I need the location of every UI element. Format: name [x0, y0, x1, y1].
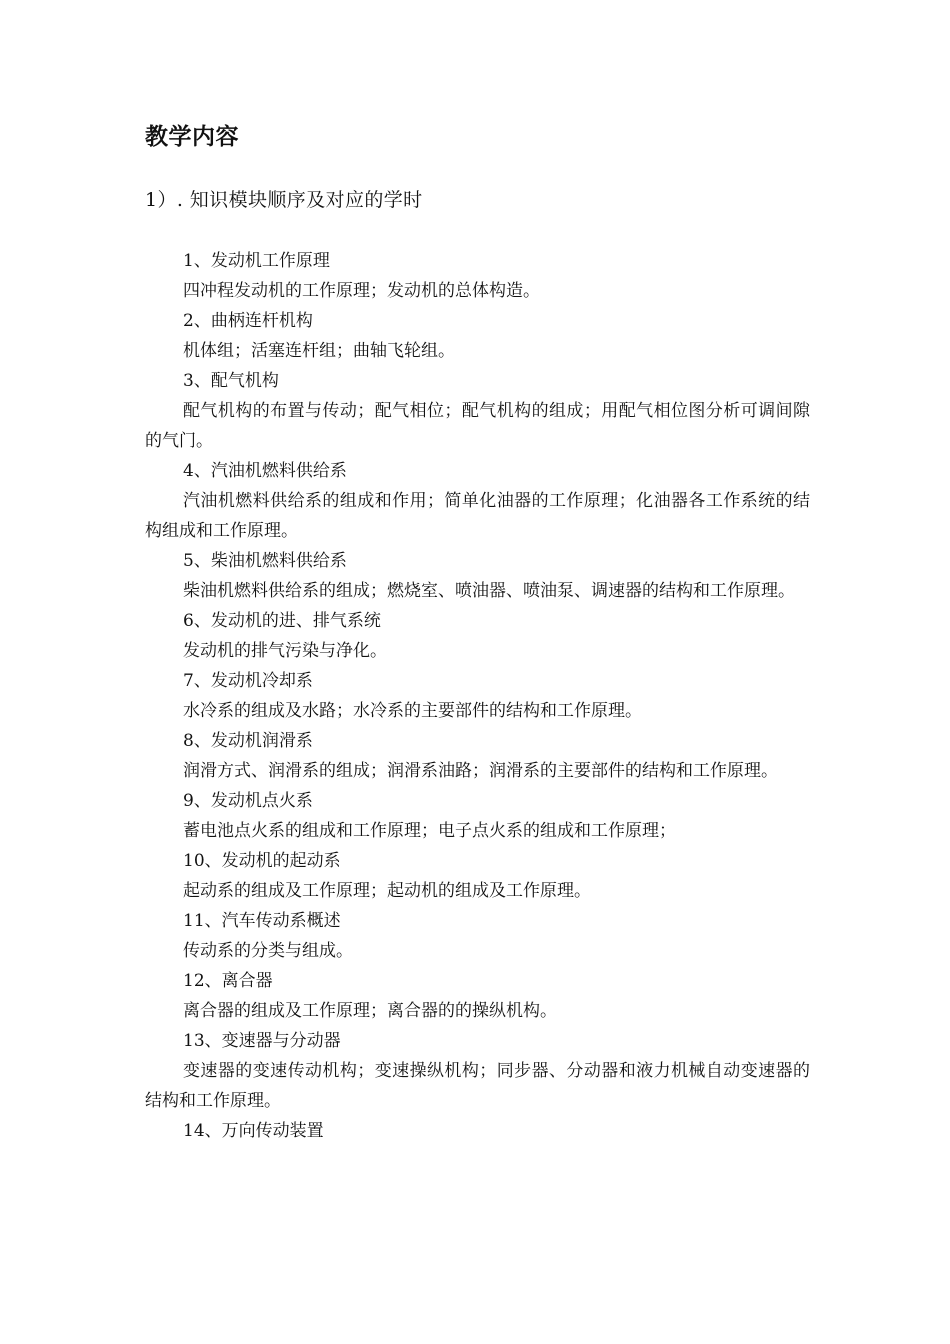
module-heading: 2、曲柄连杆机构 [183, 311, 313, 331]
module-description: 机体组；活塞连杆组；曲轴飞轮组。 [183, 341, 455, 361]
module-item [145, 1026, 810, 1116]
module-heading: 6、发动机的进、排气系统 [183, 611, 381, 631]
module-item [145, 306, 810, 366]
module-description: 四冲程发动机的工作原理；发动机的总体构造。 [183, 281, 540, 301]
module-description: 汽油机燃料供给系的组成和作用；简单化油器的工作原理；化油器各工作系统的结构组成和工作原理。 [145, 491, 810, 541]
module-heading: 14、万向传动装置 [183, 1121, 324, 1141]
module-description: 柴油机燃料供给系的组成；燃烧室、喷油器、喷油泵、调速器的结构和工作原理。 [183, 581, 795, 601]
module-heading: 7、发动机冷却系 [183, 671, 313, 691]
module-description: 配气机构的布置与传动；配气相位；配气机构的组成；用配气相位图分析可调间隙的气门。 [145, 401, 810, 451]
module-description: 起动系的组成及工作原理；起动机的组成及工作原理。 [183, 881, 591, 901]
module-item [145, 606, 810, 666]
module-heading: 9、发动机点火系 [183, 791, 313, 811]
module-item [145, 726, 810, 786]
module-description: 传动系的分类与组成。 [183, 941, 353, 961]
module-description: 水冷系的组成及水路；水冷系的主要部件的结构和工作原理。 [183, 701, 642, 721]
module-heading: 1、发动机工作原理 [183, 251, 330, 271]
page-title: 教学内容 [145, 123, 239, 150]
module-item [145, 786, 810, 846]
module-heading: 8、发动机润滑系 [183, 731, 313, 751]
module-heading: 4、汽油机燃料供给系 [183, 461, 347, 481]
module-heading: 5、柴油机燃料供给系 [183, 551, 347, 571]
module-heading: 3、配气机构 [183, 371, 279, 391]
module-item [145, 846, 810, 906]
module-item [145, 456, 810, 546]
module-item [145, 1116, 810, 1146]
module-description: 蓄电池点火系的组成和工作原理；电子点火系的组成和工作原理； [183, 821, 676, 841]
module-item [145, 546, 810, 606]
module-item [145, 666, 810, 726]
module-item [145, 966, 810, 1026]
module-heading: 13、变速器与分动器 [183, 1031, 341, 1051]
module-item [145, 906, 810, 966]
module-description: 发动机的排气污染与净化。 [183, 641, 387, 661]
section-title: 1）. 知识模块顺序及对应的学时 [145, 189, 423, 211]
module-heading: 10、发动机的起动系 [183, 851, 341, 871]
module-heading: 11、汽车传动系概述 [183, 911, 341, 931]
module-description: 变速器的变速传动机构；变速操纵机构；同步器、分动器和液力机械自动变速器的结构和工作原理。 [145, 1061, 810, 1111]
module-item [145, 246, 810, 306]
module-heading: 12、离合器 [183, 971, 273, 991]
module-list [145, 246, 810, 1146]
module-description: 离合器的组成及工作原理；离合器的的操纵机构。 [183, 1001, 557, 1021]
module-item [145, 366, 810, 456]
module-description: 润滑方式、润滑系的组成；润滑系油路；润滑系的主要部件的结构和工作原理。 [183, 761, 778, 781]
